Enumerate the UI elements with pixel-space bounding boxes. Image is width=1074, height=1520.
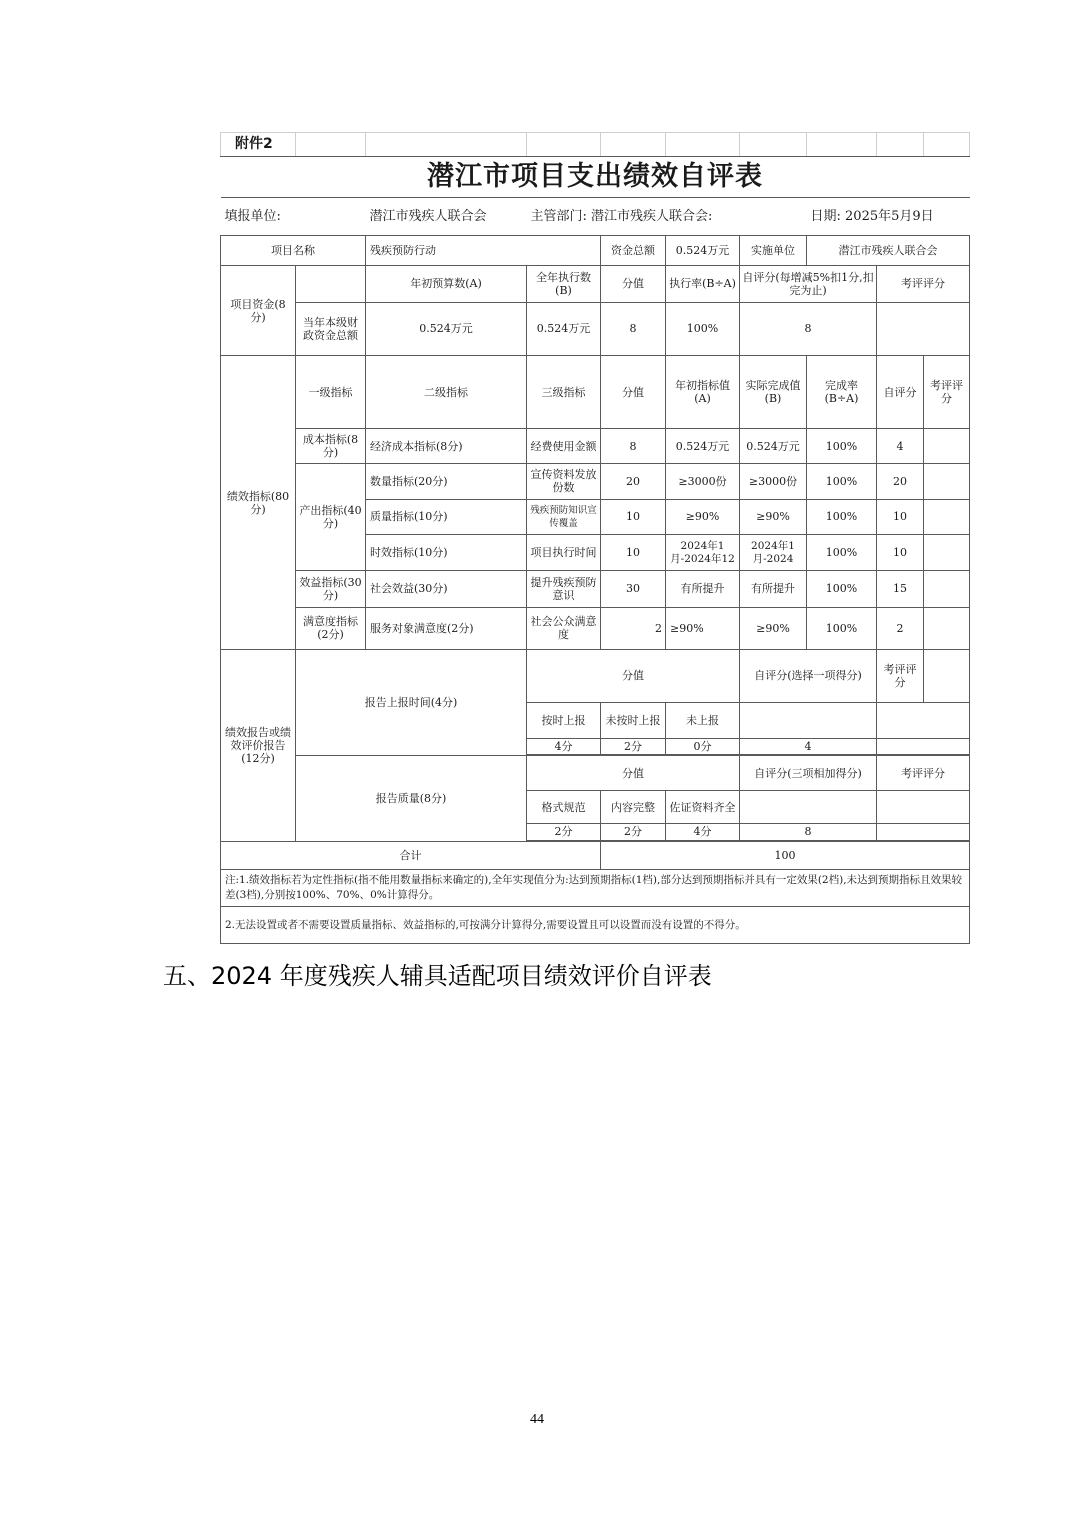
table-row-completion: 100% xyxy=(807,464,877,499)
table-row-level2: 质量指标(10分) xyxy=(366,499,527,534)
department-label: 主管部门: xyxy=(530,208,587,224)
report-quality-option-score: 4分 xyxy=(666,823,740,840)
fill-unit-label: 填报单位: xyxy=(221,197,366,235)
page-number: 44 xyxy=(530,1412,544,1427)
report-section-label: 绩效报告或绩效评价报告(12分) xyxy=(221,649,296,841)
level1-header: 一级指标 xyxy=(296,356,366,429)
perf-self-header: 自评分 xyxy=(877,356,924,429)
total-label: 合计 xyxy=(221,841,601,869)
report-time-option-score: 2分 xyxy=(601,738,666,754)
target-header: 年初指标值(A) xyxy=(666,356,740,429)
date-label: 日期: xyxy=(810,208,841,224)
table-row-actual: ≥90% xyxy=(740,499,807,534)
funds-self-score-value: 8 xyxy=(740,302,877,356)
report-quality-option: 佐证资料齐全 xyxy=(666,791,740,823)
perf-section-label: 绩效指标(80分) xyxy=(221,356,296,650)
table-row-review xyxy=(924,464,970,499)
table-row-completion: 100% xyxy=(807,534,877,570)
level3-header: 三级指标 xyxy=(527,356,601,429)
actual-header: 实际完成值(B) xyxy=(740,356,807,429)
table-row-score: 10 xyxy=(601,534,666,570)
attachment-label: 附件2 xyxy=(221,133,296,157)
completion-header: 完成率(B÷A) xyxy=(807,356,877,429)
table-row-actual: ≥90% xyxy=(740,607,807,649)
table-row-review xyxy=(924,428,970,463)
funds-score-value: 8 xyxy=(601,302,666,356)
report-time-review-header: 考评评分 xyxy=(877,649,924,702)
date-value: 2025年5月9日 xyxy=(845,208,934,224)
report-quality-self-header: 自评分(三项相加得分) xyxy=(740,756,877,791)
funds-self-score-header: 自评分(每增减5%扣1分,扣完为止) xyxy=(740,266,877,302)
total-funds-label: 资金总额 xyxy=(601,236,666,266)
funds-rate-value: 100% xyxy=(666,302,740,356)
table-row-level2: 数量指标(20分) xyxy=(366,464,527,499)
table-row-score: 2 xyxy=(601,607,666,649)
department-value: 潜江市残疾人联合会: xyxy=(591,208,713,224)
project-name-value: 残疾预防行动 xyxy=(366,236,601,266)
table-row-target: ≥90% xyxy=(666,499,740,534)
level2-header: 二级指标 xyxy=(366,356,527,429)
fill-unit-value: 潜江市残疾人联合会 xyxy=(366,197,527,235)
cost-group-label: 成本指标(8分) xyxy=(296,428,366,463)
impl-unit-value: 潜江市残疾人联合会 xyxy=(807,236,970,266)
funds-executed-value: 0.524万元 xyxy=(527,302,601,356)
report-quality-score-header: 分值 xyxy=(527,756,740,791)
output-group-label: 产出指标(40分) xyxy=(296,464,366,571)
report-time-option: 按时上报 xyxy=(527,702,601,738)
budget-header: 年初预算数(A) xyxy=(366,266,527,302)
report-time-self-score: 4 xyxy=(740,738,877,754)
report-quality-option: 格式规范 xyxy=(527,791,601,823)
table-row-completion: 100% xyxy=(807,499,877,534)
table-row-level3: 社会公众满意度 xyxy=(527,607,601,649)
report-time-option: 未按时上报 xyxy=(601,702,666,738)
rate-header: 执行率(B÷A) xyxy=(666,266,740,302)
table-row-target: 有所提升 xyxy=(666,571,740,607)
table-row-actual: 2024年1月-2024 xyxy=(740,534,807,570)
table-row-actual: 有所提升 xyxy=(740,571,807,607)
table-row-self: 10 xyxy=(877,499,924,534)
executed-header: 全年执行数(B) xyxy=(527,266,601,302)
note-1: 注:1.绩效指标若为定性指标(指不能用数量指标来确定的),全年实现值分为:达到预期指标(1档),部分达到预期指标并具有一定效果(2档),未达到预期指标且效果较差(3档),分别按100%、70%、0%计算得分。 xyxy=(221,870,970,907)
impl-unit-label: 实施单位 xyxy=(740,236,807,266)
table-row-actual: ≥3000份 xyxy=(740,464,807,499)
perf-review-header: 考评评分 xyxy=(924,356,970,429)
department-field xyxy=(527,197,740,235)
table-row-completion: 100% xyxy=(807,428,877,463)
table-row-target: ≥3000份 xyxy=(666,464,740,499)
project-name-label: 项目名称 xyxy=(221,236,366,266)
performance-self-evaluation-form-image xyxy=(220,132,969,944)
table-row-score: 8 xyxy=(601,428,666,463)
report-quality-option: 内容完整 xyxy=(601,791,666,823)
funds-score-header: 分值 xyxy=(601,266,666,302)
funds-budget-value: 0.524万元 xyxy=(366,302,527,356)
table-row-target: 0.524万元 xyxy=(666,428,740,463)
funds-row-label: 当年本级财政资金总额 xyxy=(296,302,366,356)
report-quality-label: 报告质量(8分) xyxy=(296,756,527,842)
report-time-self-header: 自评分(选择一项得分) xyxy=(740,649,877,702)
table-row-review xyxy=(924,499,970,534)
table-row-level3: 经费使用金额 xyxy=(527,428,601,463)
date-field xyxy=(807,197,970,235)
report-time-option-score: 4分 xyxy=(527,738,601,754)
table-row-review xyxy=(924,571,970,607)
table-row-target: 2024年1月-2024年12 xyxy=(666,534,740,570)
report-time-label: 报告上报时间(4分) xyxy=(296,649,527,755)
satisfaction-group-label: 满意度指标(2分) xyxy=(296,607,366,649)
table-row-level3: 项目执行时间 xyxy=(527,534,601,570)
table-row-target: ≥90% xyxy=(666,607,740,649)
total-funds-value: 0.524万元 xyxy=(666,236,740,266)
table-row-review xyxy=(924,607,970,649)
table-row-level3: 提升残疾预防意识 xyxy=(527,571,601,607)
report-time-score-header: 分值 xyxy=(527,649,740,702)
table-row-level3: 宣传资料发放份数 xyxy=(527,464,601,499)
table-row-review xyxy=(924,534,970,570)
report-time-option-score: 0分 xyxy=(666,738,740,754)
table-row-level2: 社会效益(30分) xyxy=(366,571,527,607)
table-row-level2: 服务对象满意度(2分) xyxy=(366,607,527,649)
benefit-group-label: 效益指标(30分) xyxy=(296,571,366,607)
note-2: 2.无法设置或者不需要设置质量指标、效益指标的,可按满分计算得分,需要设置且可以设置而没有设置的不得分。 xyxy=(221,907,970,944)
report-time-option: 未上报 xyxy=(666,702,740,738)
form-table xyxy=(220,132,970,944)
table-row-actual: 0.524万元 xyxy=(740,428,807,463)
table-row-score: 10 xyxy=(601,499,666,534)
table-row-self: 2 xyxy=(877,607,924,649)
section-heading: 五、2024 年度残疾人辅具适配项目绩效评价自评表 xyxy=(163,962,712,990)
table-row-completion: 100% xyxy=(807,607,877,649)
funds-section-label: 项目资金(8分) xyxy=(221,266,296,356)
table-row-level3: 残疾预防知识宣传覆盖 xyxy=(527,499,601,534)
funds-review-header: 考评评分 xyxy=(877,266,970,302)
form-title: 潜江市项目支出绩效自评表 xyxy=(221,157,970,197)
table-row-self: 4 xyxy=(877,428,924,463)
report-quality-option-score: 2分 xyxy=(527,823,601,840)
report-quality-option-score: 2分 xyxy=(601,823,666,840)
table-row-self: 20 xyxy=(877,464,924,499)
report-quality-review-header: 考评评分 xyxy=(877,756,970,791)
table-row-level2: 时效指标(10分) xyxy=(366,534,527,570)
funds-review-value xyxy=(877,302,970,356)
table-row-self: 10 xyxy=(877,534,924,570)
table-row-level2: 经济成本指标(8分) xyxy=(366,428,527,463)
perf-score-header: 分值 xyxy=(601,356,666,429)
table-row-self: 15 xyxy=(877,571,924,607)
table-row-score: 30 xyxy=(601,571,666,607)
table-row-score: 20 xyxy=(601,464,666,499)
table-row-completion: 100% xyxy=(807,571,877,607)
total-value: 100 xyxy=(601,841,970,869)
report-quality-self-score: 8 xyxy=(740,823,877,840)
